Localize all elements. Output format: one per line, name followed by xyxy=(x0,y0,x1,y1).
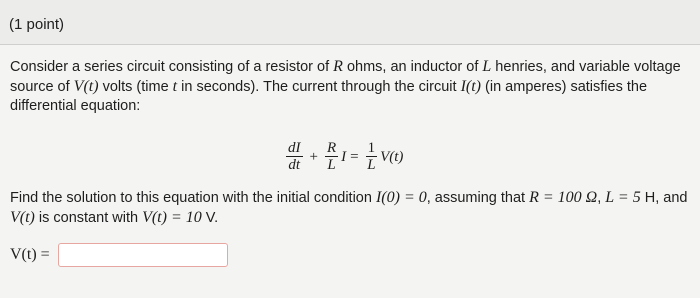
problem-conditions xyxy=(10,188,694,228)
text: is constant with xyxy=(34,210,143,226)
answer-row xyxy=(10,243,228,267)
text: Find the solution to this equation with the initial condition xyxy=(10,190,376,206)
text: , xyxy=(597,190,606,206)
math-Vt: V(t) xyxy=(73,78,99,95)
text: (in amperes) satisfies the differential equation: xyxy=(10,79,648,114)
text: henries, and variable voltage source of xyxy=(10,59,681,95)
math-R: R xyxy=(333,58,343,75)
math-I: I xyxy=(341,148,347,165)
points-label: (1 point) xyxy=(9,16,65,33)
answer-input[interactable] xyxy=(58,243,228,267)
fraction-dI-dt xyxy=(286,140,303,174)
denominator: L xyxy=(327,157,336,173)
math-L-value: L = 5 xyxy=(605,189,641,206)
math-t: t xyxy=(172,78,178,95)
problem-statement xyxy=(10,57,694,116)
answer-label: V(t) = xyxy=(10,246,50,263)
math-R-value: R = 100 Ω xyxy=(529,189,598,206)
text: , assuming that xyxy=(426,190,530,206)
numerator: dI xyxy=(288,140,301,156)
denominator: dt xyxy=(288,157,301,173)
denominator: L xyxy=(367,157,376,173)
numerator: 1 xyxy=(367,140,376,156)
problem-header xyxy=(0,0,700,45)
text: ohms, an inductor of xyxy=(342,59,483,75)
text: volts (time xyxy=(98,79,173,95)
math-Vt: V(t) xyxy=(380,148,404,165)
math-It: I(t) xyxy=(460,78,481,95)
math-condition: I(0) = 0 xyxy=(375,189,427,206)
text: in seconds). The current through the circuit xyxy=(177,79,461,95)
fraction-R-L xyxy=(325,140,338,174)
math-V-value: V(t) = 10 xyxy=(142,209,202,226)
numerator: R xyxy=(326,140,337,156)
text: Consider a series circuit consisting of a resistor of xyxy=(10,59,334,75)
text: H, and xyxy=(640,190,688,206)
text: V. xyxy=(201,210,219,226)
fraction-1-L xyxy=(366,140,378,174)
math-Vt: V(t) xyxy=(10,209,35,226)
math-L: L xyxy=(482,58,492,75)
differential-equation xyxy=(283,137,403,177)
equals-sign: = xyxy=(350,148,359,165)
plus-sign: + xyxy=(309,148,318,165)
